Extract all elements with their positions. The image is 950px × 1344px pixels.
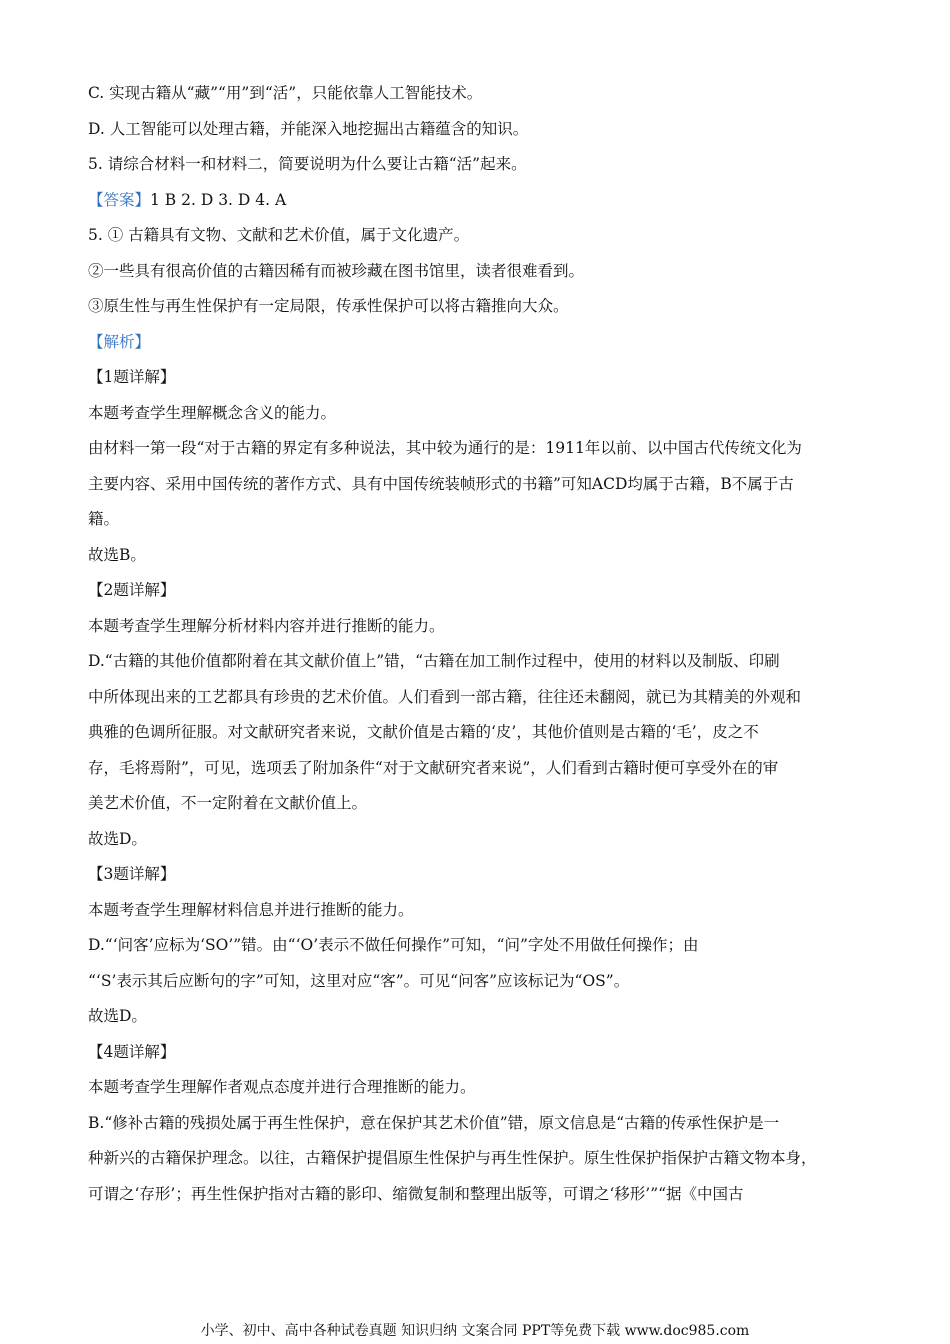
q2-choice: 故选D。 bbox=[88, 829, 147, 848]
q4-text-1: 本题考查学生理解作者观点态度并进行合理推断的能力。 bbox=[88, 1078, 476, 1096]
analysis-label: 【解析】 bbox=[88, 332, 151, 351]
option-d: D. 人工智能可以处理古籍，并能深入地挖掘出古籍蕴含的知识。 bbox=[88, 119, 529, 138]
q3-choice: 故选D。 bbox=[88, 1007, 147, 1025]
question-5: 5. 请综合材料一和材料二，简要说明为什么要让古籍“活”起来。 bbox=[88, 155, 527, 173]
q2-text-3: 中所体现出来的工艺都具有珍贵的艺术价值。人们看到一部古籍，往往还未翻阅，就已为其精美的外观和 bbox=[88, 687, 802, 706]
page-footer: 小学、初中、高中各种试卷真题 知识归纳 文案合同 PPT等免费下载 www.doc985.com bbox=[200, 1323, 750, 1339]
q4-text-4: 可谓之‘存形’；再生性保护指对古籍的影印、缩微复制和整理出版等，可谓之‘移形’”“据《中国古 bbox=[88, 1184, 744, 1203]
answer-line bbox=[88, 183, 866, 219]
q1-text-2: 由材料一第一段“对于古籍的界定有多种说法，其中较为通行的是：1911年以前、以中国古代传统文化为 bbox=[88, 439, 802, 457]
q4-heading: 【4题详解】 bbox=[88, 1042, 176, 1061]
option-c: C. 实现古籍从“藏”“用”到“活”，只能依靠人工智能技术。 bbox=[88, 84, 483, 102]
q1-choice: 故选B。 bbox=[88, 545, 146, 564]
answer-5-point-3: ③原生性与再生性保护有一定局限，传承性保护可以将古籍推向大众。 bbox=[88, 297, 569, 315]
q1-text-1: 本题考查学生理解概念含义的能力。 bbox=[88, 403, 337, 422]
q2-text-5: 存，毛将焉附”，可见，选项丢了附加条件“对于文献研究者来说”，人们看到古籍时便可享受外在的审 bbox=[88, 758, 779, 777]
q1-text-3: 主要内容、采用中国传统的著作方式、具有中国传统装帧形式的书籍”可知ACD均属于古籍，B不属于古 bbox=[88, 474, 794, 493]
q1-heading: 【1题详解】 bbox=[88, 368, 176, 386]
q2-text-6: 美艺术价值，不一定附着在文献价值上。 bbox=[88, 794, 368, 812]
q2-text-2: D.“古籍的其他价值都附着在其文献价值上”错，“古籍在加工制作过程中，使用的材料以及制版、印刷 bbox=[88, 652, 780, 670]
q2-text-1: 本题考查学生理解分析材料内容并进行推断的能力。 bbox=[88, 616, 445, 635]
q3-heading: 【3题详解】 bbox=[88, 865, 176, 883]
document-body bbox=[88, 76, 866, 1212]
q1-text-4: 籍。 bbox=[88, 510, 120, 528]
answer-5-point-1: 5. ① 古籍具有文物、文献和艺术价值，属于文化遗产。 bbox=[88, 226, 470, 244]
q4-text-3: 种新兴的古籍保护理念。以往，古籍保护提倡原生性保护与再生性保护。原生性保护指保护古籍文物本身， bbox=[88, 1149, 817, 1167]
q4-text-2: B.“修补古籍的残损处属于再生性保护，意在保护其艺术价值”错，原文信息是“古籍的传承性保护是一 bbox=[88, 1113, 780, 1132]
q3-text-1: 本题考查学生理解材料信息并进行推断的能力。 bbox=[88, 900, 414, 919]
q3-text-2: D.“‘问客’应标为‘SO’”错。由“‘O’表示不做任何操作”可知，“问”字处不用做任何操作；由 bbox=[88, 936, 699, 954]
answer-5-point-2: ②一些具有很高价值的古籍因稀有而被珍藏在图书馆里，读者很难看到。 bbox=[88, 261, 585, 280]
q3-text-3: “‘S’表示其后应断句的字”可知，这里对应“客”。可见“问客”应该标记为“OS”。 bbox=[88, 971, 630, 990]
q2-text-4: 典雅的色调所征服。对文献研究者来说，文献价值是古籍的‘皮’，其他价值则是古籍的‘毛’，皮之不 bbox=[88, 723, 759, 741]
answer-label: 【答案】 bbox=[88, 190, 151, 209]
q2-heading: 【2题详解】 bbox=[88, 581, 176, 599]
answer-values: 1 B 2. D 3. D 4. A bbox=[150, 190, 287, 209]
